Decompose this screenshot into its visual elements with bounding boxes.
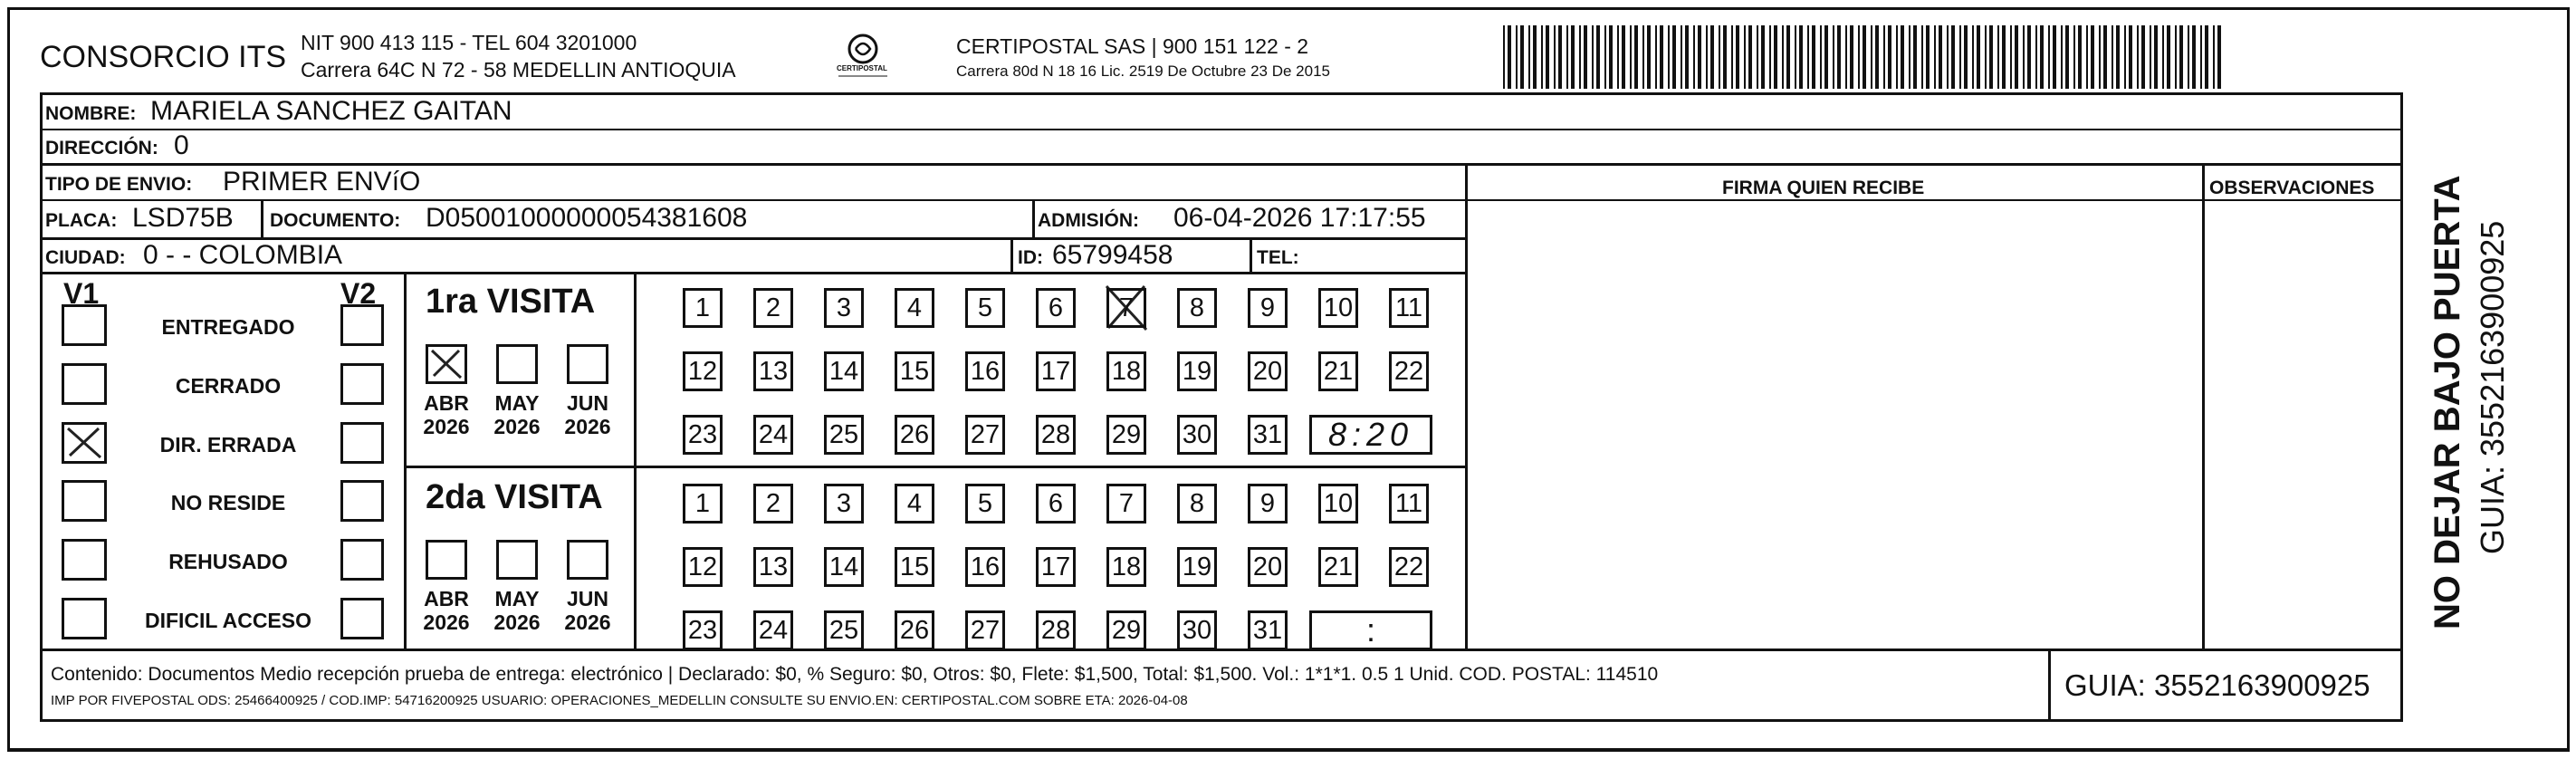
day-box[interactable]: 13 bbox=[753, 547, 793, 587]
carrier-line2: Carrera 80d N 18 16 Lic. 2519 De Octubre 23 De 2015 bbox=[956, 62, 1330, 80]
barcode-bar bbox=[1596, 25, 1600, 89]
placa-label: PLACA: bbox=[45, 210, 118, 231]
rule-placa-div bbox=[261, 199, 263, 239]
barcode-bar bbox=[1630, 25, 1632, 89]
rule-visit-divider bbox=[404, 466, 1467, 468]
barcode-bar bbox=[1799, 25, 1803, 89]
month-label bbox=[417, 587, 475, 635]
v2-checkbox[interactable] bbox=[340, 480, 384, 522]
barcode-bar bbox=[1845, 25, 1847, 89]
id-label: ID: bbox=[1018, 247, 1043, 268]
day-box[interactable]: 18 bbox=[1106, 351, 1146, 391]
day-box[interactable]: 27 bbox=[965, 610, 1005, 650]
day-box[interactable]: 8 bbox=[1177, 288, 1217, 328]
carrier-line1: CERTIPOSTAL SAS | 900 151 122 - 2 bbox=[956, 34, 1309, 58]
barcode-bar bbox=[2015, 25, 2018, 89]
nombre-label: NOMBRE: bbox=[45, 103, 137, 124]
barcode-bar bbox=[1913, 25, 1917, 89]
rule-months-right bbox=[634, 272, 637, 650]
barcode-bar bbox=[2112, 25, 2113, 89]
barcode-bar bbox=[1660, 25, 1663, 89]
barcode-bar bbox=[1693, 25, 1695, 89]
day-box[interactable]: 15 bbox=[895, 351, 934, 391]
barcode-bar bbox=[2023, 25, 2025, 89]
barcode bbox=[1501, 25, 2226, 89]
logo-text: CERTIPOSTAL bbox=[837, 64, 887, 72]
day-box[interactable]: 24 bbox=[753, 415, 793, 455]
barcode-bar bbox=[1909, 25, 1910, 89]
month-year: 2026 bbox=[493, 610, 541, 635]
month-checkbox[interactable] bbox=[426, 540, 467, 580]
barcode-bar bbox=[2116, 25, 2120, 89]
documento-value: D05001000000054381608 bbox=[426, 203, 748, 233]
day-box[interactable]: 26 bbox=[895, 415, 934, 455]
barcode-bar bbox=[1634, 25, 1638, 89]
footer-guia: GUIA: 3552163900925 bbox=[2064, 668, 2370, 702]
day-box[interactable]: 3 bbox=[824, 288, 864, 328]
barcode-bar bbox=[2162, 25, 2164, 89]
v1-checkbox[interactable] bbox=[62, 598, 107, 639]
v1-label: V1 bbox=[63, 277, 100, 310]
footer-line1: Contenido: Documentos Medio recepción prueba de entrega: electrónico | Declarado: $0, % Seguro: $0, Otros: $0, Flete: $1,500, Total: $1,500. Vol.: 1*1*1. 0.5 1 Unid. COD. POSTAL: 114510 bbox=[51, 664, 1659, 685]
day-box[interactable]: 28 bbox=[1036, 610, 1076, 650]
barcode-bar bbox=[1719, 25, 1720, 89]
barcode-bar bbox=[2150, 25, 2151, 89]
day-box[interactable]: 4 bbox=[895, 484, 934, 524]
day-box[interactable]: 25 bbox=[824, 610, 864, 650]
barcode-bar bbox=[1812, 25, 1815, 89]
month-checkbox[interactable] bbox=[496, 344, 538, 384]
barcode-bar bbox=[2200, 25, 2202, 89]
side-warning: NO DEJAR BAJO PUERTA bbox=[2428, 175, 2467, 629]
rule-id-div bbox=[1010, 237, 1013, 274]
day-box-checked[interactable]: 7 bbox=[1106, 288, 1146, 328]
barcode-bar bbox=[1921, 25, 1923, 89]
barcode-bar bbox=[1782, 25, 1784, 89]
month-name: MAY bbox=[494, 391, 540, 415]
rule-status-right bbox=[404, 272, 407, 650]
day-box[interactable]: 12 bbox=[683, 547, 723, 587]
day-box[interactable]: 10 bbox=[1318, 288, 1358, 328]
rule-firma-left bbox=[1465, 163, 1468, 650]
barcode-bar bbox=[1858, 25, 1860, 89]
day-box[interactable]: 29 bbox=[1106, 415, 1146, 455]
day-box[interactable]: 7 bbox=[1106, 484, 1146, 524]
day-box[interactable]: 31 bbox=[1248, 610, 1288, 650]
barcode-bar bbox=[1554, 25, 1556, 89]
placa-value: LSD75B bbox=[132, 203, 234, 233]
month-label bbox=[488, 391, 546, 439]
barcode-bar bbox=[1731, 25, 1733, 89]
sender-nit-tel: NIT 900 413 115 - TEL 604 3201000 bbox=[301, 31, 637, 54]
barcode-bar bbox=[2086, 25, 2088, 89]
v2-checkbox[interactable] bbox=[340, 304, 384, 346]
day-box[interactable]: 27 bbox=[965, 415, 1005, 455]
barcode-bar bbox=[1710, 25, 1714, 89]
barcode-bar bbox=[1807, 25, 1809, 89]
barcode-bar bbox=[2027, 25, 2031, 89]
barcode-bar bbox=[1888, 25, 1891, 89]
barcode-bar bbox=[1571, 25, 1575, 89]
frame-bottom bbox=[7, 748, 2570, 752]
logo-icon bbox=[831, 31, 895, 85]
barcode-bar bbox=[2002, 25, 2006, 89]
v1-checkbox-checked[interactable] bbox=[62, 422, 107, 464]
rule-form-left bbox=[40, 92, 43, 699]
day-box[interactable]: 11 bbox=[1389, 484, 1429, 524]
day-box[interactable]: 22 bbox=[1389, 351, 1429, 391]
barcode-bar bbox=[1934, 25, 1936, 89]
barcode-bar bbox=[1947, 25, 1949, 89]
barcode-bar bbox=[1824, 25, 1828, 89]
barcode-bar bbox=[2073, 25, 2075, 89]
barcode-bar bbox=[1989, 25, 1993, 89]
day-box[interactable]: 9 bbox=[1248, 484, 1288, 524]
barcode-bar bbox=[1786, 25, 1790, 89]
day-box[interactable]: 17 bbox=[1036, 547, 1076, 587]
barcode-bar bbox=[2091, 25, 2094, 89]
barcode-bar bbox=[1503, 25, 1505, 89]
day-box[interactable]: 21 bbox=[1318, 547, 1358, 587]
barcode-bar bbox=[2188, 25, 2189, 89]
day-box[interactable]: 1 bbox=[683, 288, 723, 328]
day-box[interactable]: 31 bbox=[1248, 415, 1288, 455]
barcode-bar bbox=[1964, 25, 1968, 89]
barcode-bar bbox=[2213, 25, 2215, 89]
time-box[interactable]: : bbox=[1309, 610, 1432, 650]
v2-checkbox[interactable] bbox=[340, 363, 384, 405]
barcode-bar bbox=[1959, 25, 1961, 89]
month-name: JUN bbox=[566, 587, 608, 610]
day-box[interactable]: 22 bbox=[1389, 547, 1429, 587]
frame-left bbox=[7, 7, 10, 752]
status-label: CERRADO bbox=[175, 374, 282, 398]
v2-label: V2 bbox=[340, 277, 377, 310]
day-box[interactable]: 30 bbox=[1177, 610, 1217, 650]
frame-right bbox=[2567, 7, 2570, 752]
barcode-bar bbox=[1622, 25, 1625, 89]
day-box[interactable]: 19 bbox=[1177, 351, 1217, 391]
barcode-bar bbox=[1566, 25, 1568, 89]
barcode-bar bbox=[1647, 25, 1651, 89]
day-box[interactable]: 16 bbox=[965, 351, 1005, 391]
ciudad-label: CIUDAD: bbox=[45, 247, 126, 268]
barcode-bar bbox=[2179, 25, 2183, 89]
month-checkbox[interactable] bbox=[567, 540, 608, 580]
rule-obs-left bbox=[2202, 163, 2205, 650]
barcode-bar bbox=[1875, 25, 1879, 89]
day-box[interactable]: 14 bbox=[824, 547, 864, 587]
barcode-bar bbox=[1748, 25, 1752, 89]
barcode-bar bbox=[1871, 25, 1872, 89]
visit-title: 1ra VISITA bbox=[426, 283, 596, 321]
barcode-bar bbox=[2124, 25, 2126, 89]
barcode-bar bbox=[2154, 25, 2158, 89]
month-name: ABR bbox=[424, 391, 469, 415]
id-value: 65799458 bbox=[1052, 240, 1173, 270]
month-name: MAY bbox=[494, 587, 540, 610]
ciudad-value: 0 - - COLOMBIA bbox=[143, 240, 343, 270]
v1-checkbox[interactable] bbox=[62, 539, 107, 581]
barcode-bar bbox=[2061, 25, 2063, 89]
barcode-bar bbox=[2053, 25, 2056, 89]
barcode-bar bbox=[2099, 25, 2101, 89]
barcode-bar bbox=[1820, 25, 1822, 89]
tipo-envio-label: TIPO DE ENVIO: bbox=[45, 174, 193, 195]
day-box[interactable]: 2 bbox=[753, 288, 793, 328]
day-box[interactable]: 11 bbox=[1389, 288, 1429, 328]
barcode-bar bbox=[1951, 25, 1955, 89]
side-guia: GUIA: 3552163900925 bbox=[2474, 220, 2511, 554]
barcode-bar bbox=[1837, 25, 1841, 89]
barcode-bar bbox=[1977, 25, 1980, 89]
barcode-bar bbox=[1985, 25, 1987, 89]
sender-address: Carrera 64C N 72 - 58 MEDELLIN ANTIOQUIA bbox=[301, 58, 736, 82]
admision-value: 06-04-2026 17:17:55 bbox=[1173, 203, 1426, 233]
admision-label: ADMISIÓN: bbox=[1038, 210, 1139, 231]
day-box[interactable]: 23 bbox=[683, 610, 723, 650]
month-year: 2026 bbox=[423, 415, 470, 439]
month-name: JUN bbox=[566, 391, 608, 415]
rule-row6 bbox=[40, 272, 1467, 274]
barcode-bar bbox=[1997, 25, 1999, 89]
tel-label: TEL: bbox=[1257, 247, 1299, 268]
barcode-bar bbox=[1579, 25, 1581, 89]
status-label: ENTREGADO bbox=[161, 315, 295, 339]
barcode-bar bbox=[1863, 25, 1866, 89]
barcode-bar bbox=[2103, 25, 2107, 89]
barcode-bar bbox=[1761, 25, 1765, 89]
day-box[interactable]: 15 bbox=[895, 547, 934, 587]
visit-title: 2da VISITA bbox=[426, 478, 603, 516]
day-box[interactable]: 13 bbox=[753, 351, 793, 391]
footer-line2: IMP POR FIVEPOSTAL ODS: 25466400925 / COD.IMP: 54716200925 USUARIO: OPERACIONES_MEDELLIN CONSULTE SU ENVIO.EN: CERTIPOSTAL.COM SOBRE ETA: 2026-04-08 bbox=[51, 693, 1188, 708]
barcode-bar bbox=[1528, 25, 1530, 89]
day-box[interactable]: 14 bbox=[824, 351, 864, 391]
barcode-bar bbox=[2129, 25, 2132, 89]
barcode-bar bbox=[1516, 25, 1518, 89]
barcode-bar bbox=[1757, 25, 1758, 89]
day-box[interactable]: 6 bbox=[1036, 484, 1076, 524]
barcode-bar bbox=[2137, 25, 2139, 89]
status-label: DIFICIL ACCESO bbox=[144, 609, 311, 632]
day-box[interactable]: 24 bbox=[753, 610, 793, 650]
nombre-value: MARIELA SANCHEZ GAITAN bbox=[150, 96, 512, 126]
barcode-bar bbox=[1723, 25, 1727, 89]
day-box[interactable]: 6 bbox=[1036, 288, 1076, 328]
barcode-bar bbox=[1541, 25, 1543, 89]
day-box[interactable]: 2 bbox=[753, 484, 793, 524]
v2-checkbox[interactable] bbox=[340, 539, 384, 581]
barcode-bar bbox=[2048, 25, 2050, 89]
barcode-bar bbox=[2217, 25, 2221, 89]
status-label: REHUSADO bbox=[168, 550, 288, 573]
day-box[interactable]: 29 bbox=[1106, 610, 1146, 650]
day-box[interactable]: 18 bbox=[1106, 547, 1146, 587]
day-box[interactable]: 21 bbox=[1318, 351, 1358, 391]
rule-footer-left bbox=[40, 649, 43, 722]
day-box[interactable]: 25 bbox=[824, 415, 864, 455]
barcode-bar bbox=[1736, 25, 1739, 89]
day-box[interactable]: 23 bbox=[683, 415, 723, 455]
direccion-label: DIRECCIÓN: bbox=[45, 138, 158, 159]
barcode-bar bbox=[1833, 25, 1834, 89]
month-checkbox[interactable] bbox=[567, 344, 608, 384]
certipostal-logo bbox=[831, 31, 895, 85]
barcode-bar bbox=[2192, 25, 2196, 89]
month-checkbox-checked[interactable] bbox=[426, 344, 467, 384]
barcode-bar bbox=[1672, 25, 1676, 89]
barcode-bar bbox=[1681, 25, 1682, 89]
barcode-bar bbox=[1508, 25, 1511, 89]
barcode-bar bbox=[1604, 25, 1606, 89]
sender-name: CONSORCIO ITS bbox=[40, 40, 287, 74]
barcode-bar bbox=[1592, 25, 1594, 89]
day-box[interactable]: 12 bbox=[683, 351, 723, 391]
day-box[interactable]: 10 bbox=[1318, 484, 1358, 524]
day-box[interactable]: 17 bbox=[1036, 351, 1076, 391]
day-box[interactable]: 1 bbox=[683, 484, 723, 524]
rule-row2 bbox=[40, 129, 2403, 130]
month-label bbox=[559, 391, 617, 439]
barcode-bar bbox=[1609, 25, 1613, 89]
barcode-bar bbox=[1706, 25, 1708, 89]
rule-form-right bbox=[2400, 92, 2403, 721]
barcode-bar bbox=[1668, 25, 1670, 89]
day-box[interactable]: 20 bbox=[1248, 351, 1288, 391]
barcode-bar bbox=[1546, 25, 1549, 89]
day-box[interactable]: 30 bbox=[1177, 415, 1217, 455]
observaciones-header: OBSERVACIONES bbox=[2209, 178, 2375, 198]
frame-top bbox=[7, 7, 2570, 10]
month-name: ABR bbox=[424, 587, 469, 610]
barcode-bar bbox=[2010, 25, 2012, 89]
barcode-bar bbox=[1883, 25, 1885, 89]
barcode-bar bbox=[1698, 25, 1701, 89]
barcode-bar bbox=[2065, 25, 2069, 89]
barcode-bar bbox=[2040, 25, 2044, 89]
status-label: DIR. ERRADA bbox=[159, 433, 297, 456]
v1-checkbox[interactable] bbox=[62, 363, 107, 405]
month-label bbox=[559, 587, 617, 635]
tipo-envio-value: PRIMER ENVíO bbox=[223, 167, 421, 197]
day-box[interactable]: 28 bbox=[1036, 415, 1076, 455]
month-label bbox=[488, 587, 546, 635]
barcode-bar bbox=[1769, 25, 1771, 89]
barcode-bar bbox=[1685, 25, 1689, 89]
day-box[interactable]: 26 bbox=[895, 610, 934, 650]
day-box[interactable]: 3 bbox=[824, 484, 864, 524]
barcode-bar bbox=[1642, 25, 1644, 89]
day-box[interactable]: 4 bbox=[895, 288, 934, 328]
v2-checkbox[interactable] bbox=[340, 422, 384, 464]
month-year: 2026 bbox=[493, 415, 541, 439]
month-year: 2026 bbox=[564, 415, 611, 439]
barcode-bar bbox=[1520, 25, 1524, 89]
month-year: 2026 bbox=[423, 610, 470, 635]
v2-checkbox[interactable] bbox=[340, 598, 384, 639]
barcode-bar bbox=[1795, 25, 1796, 89]
rule-row3 bbox=[40, 163, 2403, 166]
barcode-bar bbox=[1584, 25, 1587, 89]
barcode-bar bbox=[1655, 25, 1657, 89]
day-box[interactable]: 8 bbox=[1177, 484, 1217, 524]
barcode-bar bbox=[1533, 25, 1537, 89]
barcode-bar bbox=[2205, 25, 2208, 89]
status-label: NO RESIDE bbox=[170, 491, 286, 514]
barcode-bar bbox=[1617, 25, 1619, 89]
direccion-value: 0 bbox=[174, 130, 189, 160]
rule-row4 bbox=[40, 199, 2403, 201]
v1-checkbox[interactable] bbox=[62, 480, 107, 522]
firma-header: FIRMA QUIEN RECIBE bbox=[1722, 178, 1925, 198]
barcode-bar bbox=[2035, 25, 2037, 89]
barcode-bar bbox=[1926, 25, 1930, 89]
barcode-bar bbox=[1901, 25, 1904, 89]
barcode-bar bbox=[1850, 25, 1853, 89]
barcode-bar bbox=[1896, 25, 1898, 89]
barcode-bar bbox=[2078, 25, 2082, 89]
month-checkbox[interactable] bbox=[496, 540, 538, 580]
barcode-bar bbox=[1972, 25, 1974, 89]
barcode-bar bbox=[2175, 25, 2177, 89]
day-box[interactable]: 16 bbox=[965, 547, 1005, 587]
documento-label: DOCUMENTO: bbox=[270, 210, 401, 231]
day-box[interactable]: 5 bbox=[965, 484, 1005, 524]
rule-guia-left bbox=[2048, 649, 2051, 722]
barcode-bar bbox=[2141, 25, 2145, 89]
rule-doc-div bbox=[1032, 199, 1035, 239]
day-box[interactable]: 9 bbox=[1248, 288, 1288, 328]
barcode-bar bbox=[1939, 25, 1942, 89]
day-box[interactable]: 5 bbox=[965, 288, 1005, 328]
month-year: 2026 bbox=[564, 610, 611, 635]
time-box[interactable]: 8:20 bbox=[1309, 415, 1432, 455]
day-box[interactable]: 20 bbox=[1248, 547, 1288, 587]
barcode-bar bbox=[1774, 25, 1777, 89]
day-box[interactable]: 19 bbox=[1177, 547, 1217, 587]
v1-checkbox[interactable] bbox=[62, 304, 107, 346]
barcode-bar bbox=[1558, 25, 1562, 89]
month-label bbox=[417, 391, 475, 439]
rule-top bbox=[40, 92, 2403, 95]
barcode-bar bbox=[2167, 25, 2170, 89]
rule-tel-div bbox=[1250, 237, 1252, 274]
barcode-bar bbox=[1744, 25, 1746, 89]
